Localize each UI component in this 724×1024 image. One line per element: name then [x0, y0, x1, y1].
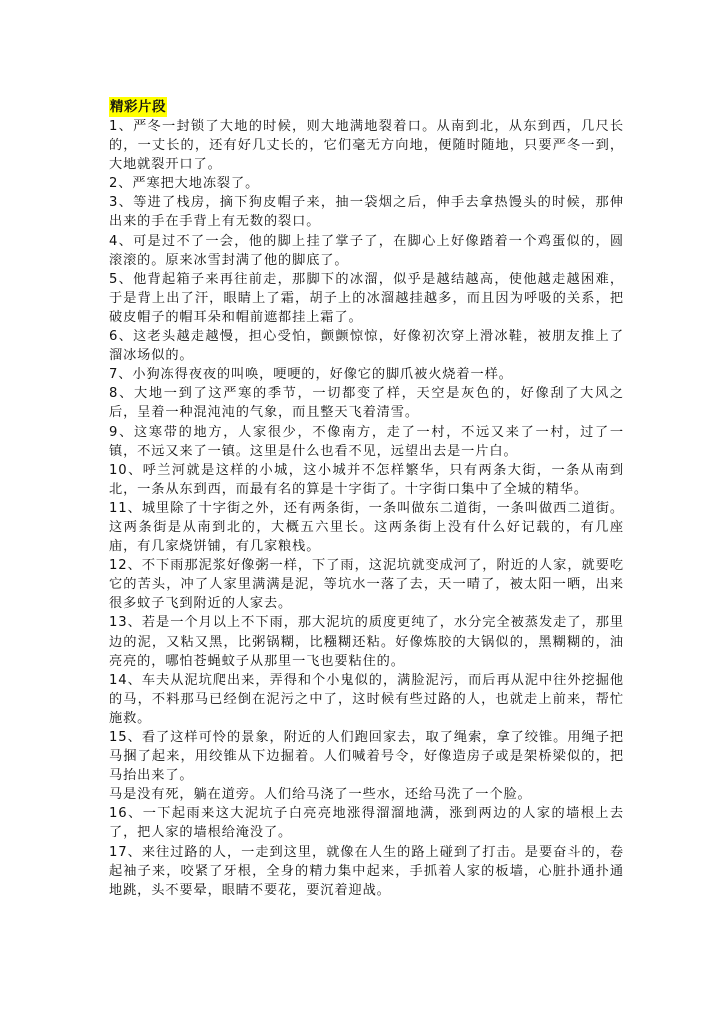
paragraph: 2、严寒把大地冻裂了。	[109, 176, 260, 192]
paragraph: 12、不下雨那泥浆好像粥一样，下了雨，这泥坑就变成河了，附近的人家，就要吃它的苦头，冲了人家里满满是泥，等坑水一落了去，天一晴了，被太阳一晒，出来很多蚊子飞到附近的人家去。	[109, 558, 624, 612]
paragraph: 17、来往过路的人，一走到这里，就像在人生的路上碰到了打击。是要奋斗的，卷起袖子来，咬紧了牙根，全身的精力集中起来，手抓着人家的板墙，心脏扑通扑通地跳，头不要晕，眼睛不要花，要沉着迎战。	[109, 844, 624, 898]
paragraph: 6、这老头越走越慢，担心受怕，颤颤惊惊，好像初次穿上滑冰鞋，被朋友推上了溜冰场似的。	[109, 329, 624, 364]
section-heading: 精彩片段	[110, 99, 166, 115]
paragraph: 8、大地一到了这严寒的季节，一切都变了样，天空是灰色的，好像刮了大风之后，呈着一种混沌沌的气象，而且整天飞着清雪。	[109, 386, 624, 421]
paragraph: 3、等进了栈房，摘下狗皮帽子来，抽一袋烟之后，伸手去拿热馒头的时候，那伸出来的手在手背上有无数的裂口。	[109, 195, 624, 230]
paragraph: 10、呼兰河就是这样的小城，这小城并不怎样繁华，只有两条大街，一条从南到北，一条从东到西，而最有名的算是十字街了。十字街口集中了全城的精华。	[109, 462, 624, 497]
paragraph: 9、这寒带的地方，人家很少，不像南方，走了一村，不远又来了一村，过了一镇，不远又来了一镇。这里是什么也看不见，远望出去是一片白。	[109, 424, 624, 459]
paragraph: 5、他背起箱子来再往前走，那脚下的冰溜，似乎是越结越高，使他越走越困难，于是背上出了汗，眼睛上了霜，胡子上的冰溜越挂越多，而且因为呼吸的关系，把破皮帽子的帽耳朵和帽前遮都挂上霜了。	[109, 271, 624, 325]
paragraph: 15、看了这样可怜的景象，附近的人们跑回家去，取了绳索，拿了绞锥。用绳子把马捆了起来，用绞锥从下边掘着。人们喊着号令，好像造房子或是架桥梁似的，把马抬出来了。	[109, 730, 624, 784]
paragraph: 14、车夫从泥坑爬出来，弄得和个小鬼似的，满脸泥污，而后再从泥中往外挖掘他的马，不料那马已经倒在泥污之中了，这时候有些过路的人，也就走上前来，帮忙施救。	[109, 672, 624, 726]
paragraph: 1、严冬一封锁了大地的时候，则大地满地裂着口。从南到北，从东到西，几尺长的，一丈长的，还有好几丈长的，它们毫无方向地，便随时随地，只要严冬一到，大地就裂开口了。	[109, 119, 624, 173]
document-body	[109, 117, 624, 900]
paragraph: 13、若是一个月以上不下雨，那大泥坑的质度更纯了，水分完全被蒸发走了，那里边的泥，又粘又黑，比粥锅糊，比糨糊还粘。好像炼胶的大锅似的，黑糊糊的，油亮亮的，哪怕苍蝇蚊子从那里一飞也要粘住的。	[109, 615, 624, 669]
paragraph: 16、一下起雨来这大泥坑子白亮亮地涨得溜溜地满，涨到两边的人家的墙根上去了，把人家的墙根给淹没了。	[109, 806, 624, 841]
paragraph: 马是没有死，躺在道旁。人们给马浇了一些水，还给马洗了一个脸。	[109, 787, 532, 803]
paragraph: 4、可是过不了一会，他的脚上挂了掌子了，在脚心上好像踏着一个鸡蛋似的，圆滚滚的。原来冰雪封满了他的脚底了。	[109, 233, 624, 268]
paragraph: 11、城里除了十字街之外，还有两条街，一条叫做东二道街，一条叫做西二道街。这两条街是从南到北的，大概五六里长。这两条街上没有什么好记载的，有几座庙，有几家烧饼铺，有几家粮栈。	[109, 500, 624, 555]
paragraph: 7、小狗冻得夜夜的叫唤，哽哽的，好像它的脚爪被火烧着一样。	[109, 367, 513, 383]
